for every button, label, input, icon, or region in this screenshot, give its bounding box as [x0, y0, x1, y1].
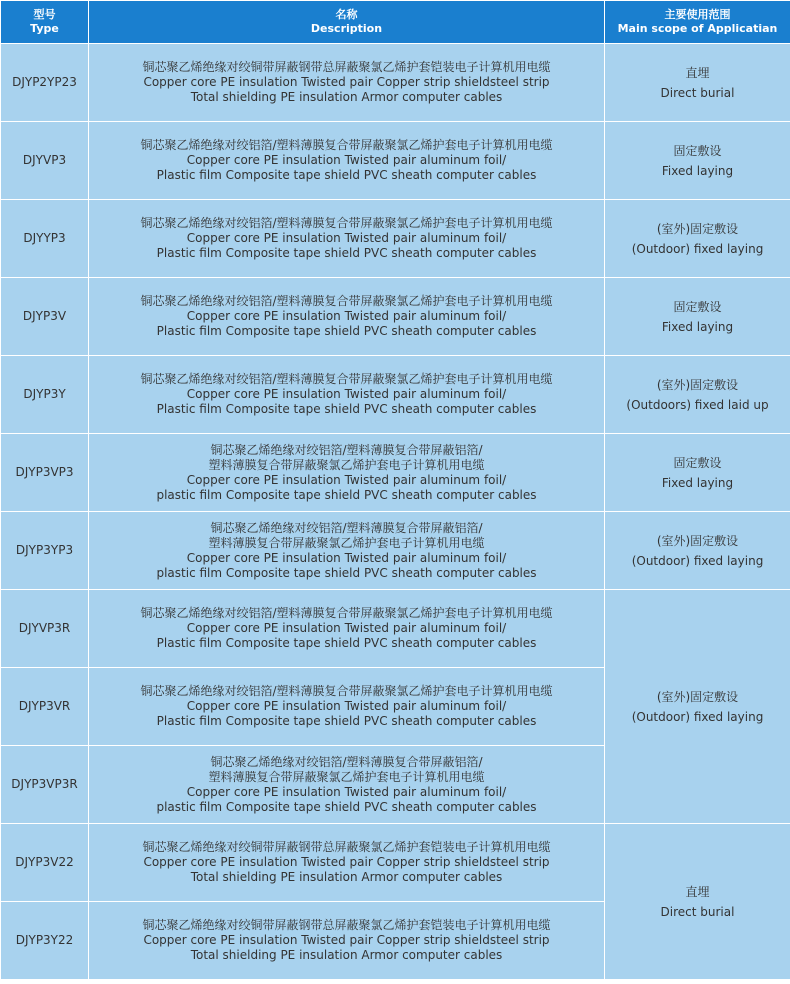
description-line: plastic film Composite tape shield PVC sheath computer cables	[156, 487, 537, 502]
scope-cell	[605, 278, 790, 356]
type-cell: DJYVP3	[1, 122, 89, 200]
description-line: 铜芯聚乙烯绝缘对绞铝箔/塑料薄膜复合带屏蔽聚氯乙烯护套电子计算机用电缆	[140, 294, 553, 308]
type-cell: DJYYP3	[1, 200, 89, 278]
description-line: Copper core PE insulation Twisted pair aluminum foil/	[186, 387, 507, 401]
type-cell: DJYVP3R	[1, 590, 89, 668]
description-cell	[89, 824, 605, 902]
scope-cell	[605, 356, 790, 434]
description-line: Total shielding PE insulation Armor computer cables	[190, 948, 503, 962]
header-scope-en: Main scope of Applicatian	[617, 22, 778, 35]
description-line: 铜芯聚乙烯绝缘对绞铝箔/塑料薄膜复合带屏蔽聚氯乙烯护套电子计算机用电缆	[140, 606, 553, 620]
table-row	[1, 44, 790, 122]
header-desc-en: Description	[310, 22, 383, 35]
type-cell: DJYP3Y22	[1, 902, 89, 980]
description-cell	[89, 200, 605, 278]
scope-cell	[605, 122, 790, 200]
header-type-cn: 型号	[33, 8, 56, 21]
description-line: 铜芯聚乙烯绝缘对绞铝箔/塑料薄膜复合带屏蔽铝箔/	[210, 520, 483, 535]
scope-cell	[605, 44, 790, 122]
scope-cell	[605, 512, 790, 590]
description-line: Copper core PE insulation Twisted pair aluminum foil/	[186, 309, 507, 323]
type-cell: DJYP3VP3	[1, 434, 89, 512]
description-line: 铜芯聚乙烯绝缘对绞铜带屏蔽钢带总屏蔽聚氯乙烯护套铠装电子计算机用电缆	[142, 60, 551, 74]
table-row	[1, 200, 790, 278]
scope-cn: (室外)固定敷设	[656, 533, 739, 548]
description-line: 塑料薄膜复合带屏蔽聚氯乙烯护套电子计算机用电缆	[208, 769, 485, 784]
scope-en: Fixed laying	[661, 163, 734, 178]
type-cell: DJYP3VP3R	[1, 746, 89, 824]
scope-en: Direct burial	[660, 85, 735, 100]
scope-en: Direct burial	[660, 904, 735, 919]
header-type-en: Type	[30, 22, 59, 35]
description-line: 塑料薄膜复合带屏蔽聚氯乙烯护套电子计算机用电缆	[208, 535, 485, 550]
type-cell: DJYP2YP23	[1, 44, 89, 122]
table-body	[1, 44, 790, 980]
description-line: Copper core PE insulation Twisted pair aluminum foil/	[186, 784, 507, 799]
scope-cn: (室外)固定敷设	[656, 221, 739, 236]
type-cell: DJYP3V22	[1, 824, 89, 902]
description-line: Copper core PE insulation Twisted pair aluminum foil/	[186, 472, 507, 487]
description-cell	[89, 434, 605, 512]
description-cell	[89, 902, 605, 980]
table-row	[1, 122, 790, 200]
description-cell	[89, 746, 605, 824]
scope-cn: (室外)固定敷设	[656, 689, 739, 704]
description-line: Total shielding PE insulation Armor computer cables	[190, 90, 503, 104]
description-line: Copper core PE insulation Twisted pair aluminum foil/	[186, 550, 507, 565]
description-line: Plastic film Composite tape shield PVC sheath computer cables	[156, 402, 537, 416]
description-cell	[89, 668, 605, 746]
scope-en: (Outdoors) fixed laid up	[626, 397, 769, 412]
scope-cn: 固定敷设	[673, 455, 722, 470]
scope-cn: 直埋	[685, 884, 710, 899]
scope-cn: 直埋	[685, 65, 710, 80]
description-line: Total shielding PE insulation Armor computer cables	[190, 870, 503, 884]
description-line: 塑料薄膜复合带屏蔽聚氯乙烯护套电子计算机用电缆	[208, 457, 485, 472]
description-cell	[89, 278, 605, 356]
header-scope	[605, 1, 790, 44]
description-cell	[89, 122, 605, 200]
type-cell: DJYP3V	[1, 278, 89, 356]
header-type	[1, 1, 89, 44]
description-line: 铜芯聚乙烯绝缘对绞铝箔/塑料薄膜复合带屏蔽铝箔/	[210, 754, 483, 769]
description-line: Copper core PE insulation Twisted pair Copper strip shieldsteel strip	[143, 933, 550, 947]
header-scope-cn: 主要使用范围	[664, 8, 731, 21]
scope-en: (Outdoor) fixed laying	[631, 709, 764, 724]
description-line: Copper core PE insulation Twisted pair aluminum foil/	[186, 153, 507, 167]
description-line: Plastic film Composite tape shield PVC sheath computer cables	[156, 324, 537, 338]
type-cell: DJYP3Y	[1, 356, 89, 434]
description-line: 铜芯聚乙烯绝缘对绞铝箔/塑料薄膜复合带屏蔽聚氯乙烯护套电子计算机用电缆	[140, 684, 553, 698]
description-cell	[89, 590, 605, 668]
scope-en: (Outdoor) fixed laying	[631, 241, 764, 256]
table-row	[1, 824, 790, 902]
description-line: 铜芯聚乙烯绝缘对绞铝箔/塑料薄膜复合带屏蔽铝箔/	[210, 442, 483, 457]
header-row	[1, 1, 790, 44]
description-line: 铜芯聚乙烯绝缘对绞铝箔/塑料薄膜复合带屏蔽聚氯乙烯护套电子计算机用电缆	[140, 372, 553, 386]
description-line: Copper core PE insulation Twisted pair aluminum foil/	[186, 231, 507, 245]
scope-cell	[605, 434, 790, 512]
description-line: 铜芯聚乙烯绝缘对绞铝箔/塑料薄膜复合带屏蔽聚氯乙烯护套电子计算机用电缆	[140, 138, 553, 152]
header-desc-cn: 名称	[335, 8, 358, 21]
description-line: plastic film Composite tape shield PVC sheath computer cables	[156, 799, 537, 814]
description-line: Plastic film Composite tape shield PVC sheath computer cables	[156, 636, 537, 650]
description-line: Copper core PE insulation Twisted pair Copper strip shieldsteel strip	[143, 855, 550, 869]
scope-cell	[605, 590, 790, 824]
scope-en: Fixed laying	[661, 319, 734, 334]
type-cell: DJYP3VR	[1, 668, 89, 746]
header-description	[89, 1, 605, 44]
description-line: Copper core PE insulation Twisted pair aluminum foil/	[186, 621, 507, 635]
scope-cell	[605, 200, 790, 278]
description-line: 铜芯聚乙烯绝缘对绞铜带屏蔽钢带总屏蔽聚氯乙烯护套铠装电子计算机用电缆	[142, 840, 551, 854]
description-line: 铜芯聚乙烯绝缘对绞铝箔/塑料薄膜复合带屏蔽聚氯乙烯护套电子计算机用电缆	[140, 216, 553, 230]
description-cell	[89, 356, 605, 434]
description-line: 铜芯聚乙烯绝缘对绞铜带屏蔽钢带总屏蔽聚氯乙烯护套铠装电子计算机用电缆	[142, 918, 551, 932]
description-line: plastic film Composite tape shield PVC sheath computer cables	[156, 565, 537, 580]
description-line: Copper core PE insulation Twisted pair aluminum foil/	[186, 699, 507, 713]
scope-cn: 固定敷设	[673, 143, 722, 158]
scope-cn: 固定敷设	[673, 299, 722, 314]
table-row	[1, 356, 790, 434]
scope-en: (Outdoor) fixed laying	[631, 553, 764, 568]
table-row	[1, 434, 790, 512]
description-cell	[89, 44, 605, 122]
table-row	[1, 512, 790, 590]
description-cell	[89, 512, 605, 590]
table-row	[1, 590, 790, 668]
scope-cell	[605, 824, 790, 980]
description-line: Plastic film Composite tape shield PVC sheath computer cables	[156, 168, 537, 182]
type-cell: DJYP3YP3	[1, 512, 89, 590]
table-row	[1, 278, 790, 356]
description-line: Copper core PE insulation Twisted pair Copper strip shieldsteel strip	[143, 75, 550, 89]
table-header	[1, 1, 790, 44]
description-line: Plastic film Composite tape shield PVC sheath computer cables	[156, 246, 537, 260]
scope-cn: (室外)固定敷设	[656, 377, 739, 392]
description-line: Plastic film Composite tape shield PVC sheath computer cables	[156, 714, 537, 728]
scope-en: Fixed laying	[661, 475, 734, 490]
